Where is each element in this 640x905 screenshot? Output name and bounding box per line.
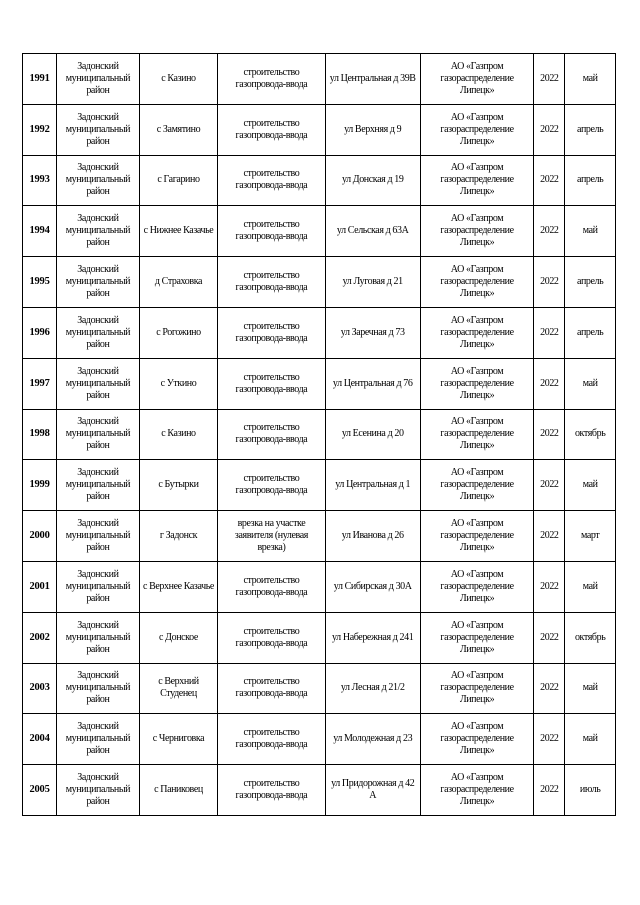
year-cell: 2022: [534, 409, 565, 460]
locality-cell: с Рогожино: [139, 307, 218, 358]
table-row: [23, 358, 616, 409]
row-number: 1998: [23, 409, 57, 460]
month-cell: март: [565, 511, 616, 562]
month-cell: апрель: [565, 257, 616, 308]
address-cell: ул Придорожная д 42 А: [325, 765, 420, 816]
year-cell: 2022: [534, 257, 565, 308]
month-cell: май: [565, 54, 616, 105]
address-cell: ул Лесная д 21/2: [325, 663, 420, 714]
organization-cell: АО «Газпром газораспределение Липецк»: [420, 460, 534, 511]
month-cell: май: [565, 561, 616, 612]
row-number: 1994: [23, 206, 57, 257]
address-cell: ул Иванова д 26: [325, 511, 420, 562]
organization-cell: АО «Газпром газораспределение Липецк»: [420, 257, 534, 308]
district-cell: Задонский муниципальный район: [57, 612, 140, 663]
locality-cell: с Верхнее Казачье: [139, 561, 218, 612]
table-row: [23, 612, 616, 663]
year-cell: 2022: [534, 307, 565, 358]
work-type-cell: строительство газопровода-ввода: [218, 358, 325, 409]
table-row: [23, 206, 616, 257]
month-cell: апрель: [565, 155, 616, 206]
table-row: [23, 104, 616, 155]
work-type-cell: строительство газопровода-ввода: [218, 765, 325, 816]
year-cell: 2022: [534, 104, 565, 155]
organization-cell: АО «Газпром газораспределение Липецк»: [420, 409, 534, 460]
row-number: 2005: [23, 765, 57, 816]
month-cell: октябрь: [565, 612, 616, 663]
row-number: 2001: [23, 561, 57, 612]
district-cell: Задонский муниципальный район: [57, 206, 140, 257]
month-cell: октябрь: [565, 409, 616, 460]
district-cell: Задонский муниципальный район: [57, 511, 140, 562]
row-number: 1997: [23, 358, 57, 409]
month-cell: апрель: [565, 307, 616, 358]
organization-cell: АО «Газпром газораспределение Липецк»: [420, 663, 534, 714]
organization-cell: АО «Газпром газораспределение Липецк»: [420, 155, 534, 206]
row-number: 1999: [23, 460, 57, 511]
organization-cell: АО «Газпром газораспределение Липецк»: [420, 511, 534, 562]
table-row: [23, 561, 616, 612]
month-cell: май: [565, 663, 616, 714]
locality-cell: с Гагарино: [139, 155, 218, 206]
work-type-cell: строительство газопровода-ввода: [218, 714, 325, 765]
district-cell: Задонский муниципальный район: [57, 104, 140, 155]
address-cell: ул Есенина д 20: [325, 409, 420, 460]
address-cell: ул Набережная д 241: [325, 612, 420, 663]
work-type-cell: строительство газопровода-ввода: [218, 460, 325, 511]
year-cell: 2022: [534, 460, 565, 511]
table-row: [23, 257, 616, 308]
district-cell: Задонский муниципальный район: [57, 54, 140, 105]
table-row: [23, 307, 616, 358]
district-cell: Задонский муниципальный район: [57, 460, 140, 511]
work-type-cell: строительство газопровода-ввода: [218, 409, 325, 460]
work-type-cell: строительство газопровода-ввода: [218, 663, 325, 714]
row-number: 2002: [23, 612, 57, 663]
locality-cell: с Замятино: [139, 104, 218, 155]
year-cell: 2022: [534, 561, 565, 612]
locality-cell: с Бутырки: [139, 460, 218, 511]
work-type-cell: строительство газопровода-ввода: [218, 155, 325, 206]
address-cell: ул Центральная д 39В: [325, 54, 420, 105]
address-cell: ул Сибирская д 30А: [325, 561, 420, 612]
organization-cell: АО «Газпром газораспределение Липецк»: [420, 206, 534, 257]
year-cell: 2022: [534, 765, 565, 816]
district-cell: Задонский муниципальный район: [57, 409, 140, 460]
locality-cell: с Паниковец: [139, 765, 218, 816]
row-number: 2004: [23, 714, 57, 765]
month-cell: май: [565, 358, 616, 409]
month-cell: май: [565, 206, 616, 257]
work-type-cell: строительство газопровода-ввода: [218, 257, 325, 308]
address-cell: ул Верхняя д 9: [325, 104, 420, 155]
gas-connection-table: [22, 53, 616, 816]
district-cell: Задонский муниципальный район: [57, 155, 140, 206]
table-row: [23, 54, 616, 105]
organization-cell: АО «Газпром газораспределение Липецк»: [420, 104, 534, 155]
address-cell: ул Донская д 19: [325, 155, 420, 206]
year-cell: 2022: [534, 612, 565, 663]
organization-cell: АО «Газпром газораспределение Липецк»: [420, 714, 534, 765]
locality-cell: с Казино: [139, 54, 218, 105]
month-cell: май: [565, 714, 616, 765]
district-cell: Задонский муниципальный район: [57, 257, 140, 308]
row-number: 2003: [23, 663, 57, 714]
table-row: [23, 155, 616, 206]
year-cell: 2022: [534, 54, 565, 105]
month-cell: май: [565, 460, 616, 511]
locality-cell: г Задонск: [139, 511, 218, 562]
address-cell: ул Луговая д 21: [325, 257, 420, 308]
district-cell: Задонский муниципальный район: [57, 765, 140, 816]
work-type-cell: строительство газопровода-ввода: [218, 612, 325, 663]
organization-cell: АО «Газпром газораспределение Липецк»: [420, 358, 534, 409]
year-cell: 2022: [534, 206, 565, 257]
year-cell: 2022: [534, 714, 565, 765]
organization-cell: АО «Газпром газораспределение Липецк»: [420, 307, 534, 358]
organization-cell: АО «Газпром газораспределение Липецк»: [420, 54, 534, 105]
locality-cell: с Верхний Студенец: [139, 663, 218, 714]
row-number: 1992: [23, 104, 57, 155]
table-row: [23, 460, 616, 511]
address-cell: ул Сельская д 63А: [325, 206, 420, 257]
table-row: [23, 511, 616, 562]
work-type-cell: строительство газопровода-ввода: [218, 307, 325, 358]
district-cell: Задонский муниципальный район: [57, 663, 140, 714]
organization-cell: АО «Газпром газораспределение Липецк»: [420, 765, 534, 816]
year-cell: 2022: [534, 155, 565, 206]
organization-cell: АО «Газпром газораспределение Липецк»: [420, 561, 534, 612]
year-cell: 2022: [534, 511, 565, 562]
work-type-cell: строительство газопровода-ввода: [218, 206, 325, 257]
locality-cell: с Уткино: [139, 358, 218, 409]
address-cell: ул Центральная д 76: [325, 358, 420, 409]
work-type-cell: строительство газопровода-ввода: [218, 104, 325, 155]
locality-cell: с Черниговка: [139, 714, 218, 765]
district-cell: Задонский муниципальный район: [57, 307, 140, 358]
work-type-cell: врезка на участке заявителя (нулевая врезка): [218, 511, 325, 562]
year-cell: 2022: [534, 663, 565, 714]
month-cell: апрель: [565, 104, 616, 155]
locality-cell: д Страховка: [139, 257, 218, 308]
table-row: [23, 714, 616, 765]
month-cell: июль: [565, 765, 616, 816]
work-type-cell: строительство газопровода-ввода: [218, 561, 325, 612]
locality-cell: с Нижнее Казачье: [139, 206, 218, 257]
organization-cell: АО «Газпром газораспределение Липецк»: [420, 612, 534, 663]
row-number: 1993: [23, 155, 57, 206]
work-type-cell: строительство газопровода-ввода: [218, 54, 325, 105]
address-cell: ул Молодежная д 23: [325, 714, 420, 765]
table-row: [23, 765, 616, 816]
address-cell: ул Центральная д 1: [325, 460, 420, 511]
locality-cell: с Донское: [139, 612, 218, 663]
row-number: 1991: [23, 54, 57, 105]
row-number: 1995: [23, 257, 57, 308]
row-number: 2000: [23, 511, 57, 562]
locality-cell: с Казино: [139, 409, 218, 460]
row-number: 1996: [23, 307, 57, 358]
district-cell: Задонский муниципальный район: [57, 561, 140, 612]
district-cell: Задонский муниципальный район: [57, 358, 140, 409]
year-cell: 2022: [534, 358, 565, 409]
table-row: [23, 409, 616, 460]
district-cell: Задонский муниципальный район: [57, 714, 140, 765]
table-row: [23, 663, 616, 714]
address-cell: ул Заречная д 73: [325, 307, 420, 358]
